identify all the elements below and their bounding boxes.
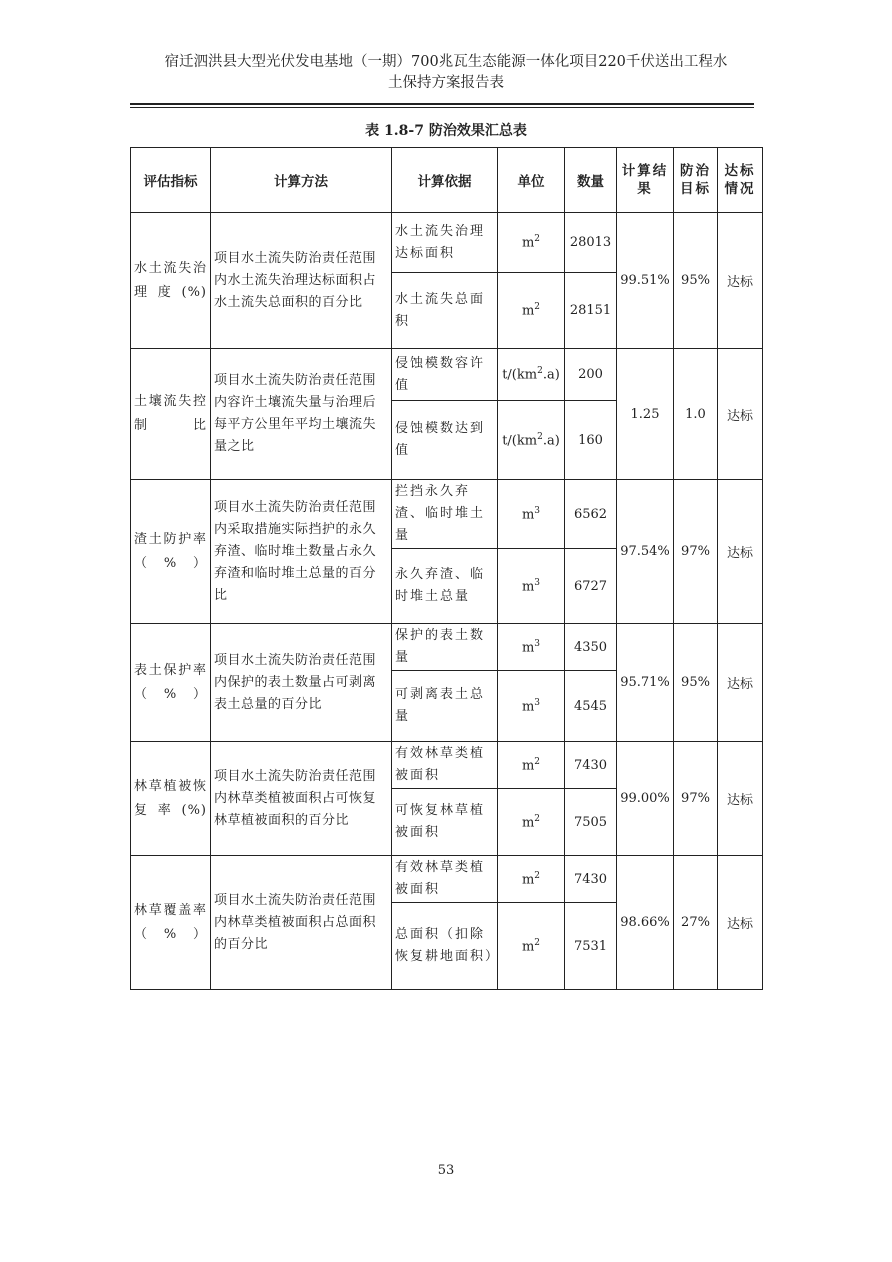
table-row	[131, 856, 763, 903]
unit-cell: $t/(km^2.a)$	[498, 401, 565, 480]
quantity-cell: 4545	[565, 671, 617, 742]
table-caption: 表 1.8-7 防治效果汇总表	[365, 123, 527, 139]
header-result: 计算结果	[617, 148, 674, 213]
unit-cell: $m^2$	[498, 273, 565, 349]
target-cell: 1.0	[674, 349, 718, 480]
target-cell: 27%	[674, 856, 718, 990]
quantity-cell: 7430	[565, 856, 617, 903]
status-cell: 达标	[718, 349, 763, 480]
header-target: 防治目标	[674, 148, 718, 213]
table-header-row	[131, 148, 763, 213]
result-cell: 99.00%	[617, 742, 674, 856]
method-cell: 项目水土流失防治责任范围内容许土壤流失量与治理后每平方公里年平均土壤流失量之比	[211, 349, 392, 480]
unit-cell: $m^3$	[498, 671, 565, 742]
quantity-cell: 160	[565, 401, 617, 480]
basis-cell: 总面积（扣除恢复耕地面积）	[392, 903, 498, 990]
status-cell: 达标	[718, 742, 763, 856]
quantity-cell: 4350	[565, 624, 617, 671]
target-cell: 95%	[674, 213, 718, 349]
quantity-cell: 200	[565, 349, 617, 401]
basis-cell: 保护的表土数量	[392, 624, 498, 671]
result-cell: 99.51%	[617, 213, 674, 349]
unit-cell: $m^2$	[498, 213, 565, 273]
result-cell: 1.25	[617, 349, 674, 480]
header-unit: 单位	[498, 148, 565, 213]
basis-cell: 侵蚀模数达到值	[392, 401, 498, 480]
header-title-line-2: 土保持方案报告表	[388, 75, 504, 91]
target-cell: 97%	[674, 742, 718, 856]
header-basis: 计算依据	[392, 148, 498, 213]
unit-cell: $t/(km^2.a)$	[498, 349, 565, 401]
basis-cell: 有效林草类植被面积	[392, 742, 498, 789]
indicator-cell: 水土流失治理度(%)	[131, 213, 211, 349]
table-row	[131, 213, 763, 273]
quantity-cell: 6727	[565, 549, 617, 624]
indicator-cell: 土壤流失控制比	[131, 349, 211, 480]
unit-cell: $m^2$	[498, 903, 565, 990]
quantity-cell: 7430	[565, 742, 617, 789]
unit-cell: $m^3$	[498, 480, 565, 549]
quantity-cell: 28151	[565, 273, 617, 349]
header-quantity: 数量	[565, 148, 617, 213]
result-cell: 97.54%	[617, 480, 674, 624]
basis-cell: 有效林草类植被面积	[392, 856, 498, 903]
target-cell: 95%	[674, 624, 718, 742]
method-cell: 项目水土流失防治责任范围内保护的表土数量占可剥离表土总量的百分比	[211, 624, 392, 742]
header-divider	[130, 103, 754, 108]
table-row	[131, 349, 763, 401]
target-cell: 97%	[674, 480, 718, 624]
table-row	[131, 624, 763, 671]
indicator-cell: 林草植被恢复率(%)	[131, 742, 211, 856]
unit-cell: $m^3$	[498, 549, 565, 624]
basis-cell: 可剥离表土总量	[392, 671, 498, 742]
method-cell: 项目水土流失防治责任范围内林草类植被面积占总面积的百分比	[211, 856, 392, 990]
result-cell: 98.66%	[617, 856, 674, 990]
document-header	[130, 52, 762, 94]
basis-cell: 拦挡永久弃渣、临时堆土量	[392, 480, 498, 549]
basis-cell: 水土流失治理达标面积	[392, 213, 498, 273]
indicator-cell: 林草覆盖率（%）	[131, 856, 211, 990]
basis-cell: 侵蚀模数容许值	[392, 349, 498, 401]
header-indicator: 评估指标	[131, 148, 211, 213]
quantity-cell: 6562	[565, 480, 617, 549]
unit-cell: $m^2$	[498, 742, 565, 789]
unit-cell: $m^3$	[498, 624, 565, 671]
basis-cell: 永久弃渣、临时堆土总量	[392, 549, 498, 624]
unit-cell: $m^2$	[498, 789, 565, 856]
table-row	[131, 480, 763, 549]
prevention-effect-summary-table	[130, 147, 763, 990]
quantity-cell: 7531	[565, 903, 617, 990]
table-row	[131, 742, 763, 789]
status-cell: 达标	[718, 213, 763, 349]
quantity-cell: 7505	[565, 789, 617, 856]
header-method: 计算方法	[211, 148, 392, 213]
basis-cell: 水土流失总面积	[392, 273, 498, 349]
page-number: 53	[437, 1163, 455, 1178]
header-title-line-1: 宿迁泗洪县大型光伏发电基地（一期）700兆瓦生态能源一体化项目220千伏送出工程水	[164, 54, 728, 70]
indicator-cell: 表土保护率（%）	[131, 624, 211, 742]
basis-cell: 可恢复林草植被面积	[392, 789, 498, 856]
status-cell: 达标	[718, 480, 763, 624]
header-status: 达标情况	[718, 148, 763, 213]
unit-cell: $m^2$	[498, 856, 565, 903]
status-cell: 达标	[718, 624, 763, 742]
method-cell: 项目水土流失防治责任范围内采取措施实际挡护的永久弃渣、临时堆土数量占永久弃渣和临时堆土总量的百分比	[211, 480, 392, 624]
status-cell: 达标	[718, 856, 763, 990]
indicator-cell: 渣土防护率（%）	[131, 480, 211, 624]
result-cell: 95.71%	[617, 624, 674, 742]
method-cell: 项目水土流失防治责任范围内水土流失治理达标面积占水土流失总面积的百分比	[211, 213, 392, 349]
method-cell: 项目水土流失防治责任范围内林草类植被面积占可恢复林草植被面积的百分比	[211, 742, 392, 856]
quantity-cell: 28013	[565, 213, 617, 273]
